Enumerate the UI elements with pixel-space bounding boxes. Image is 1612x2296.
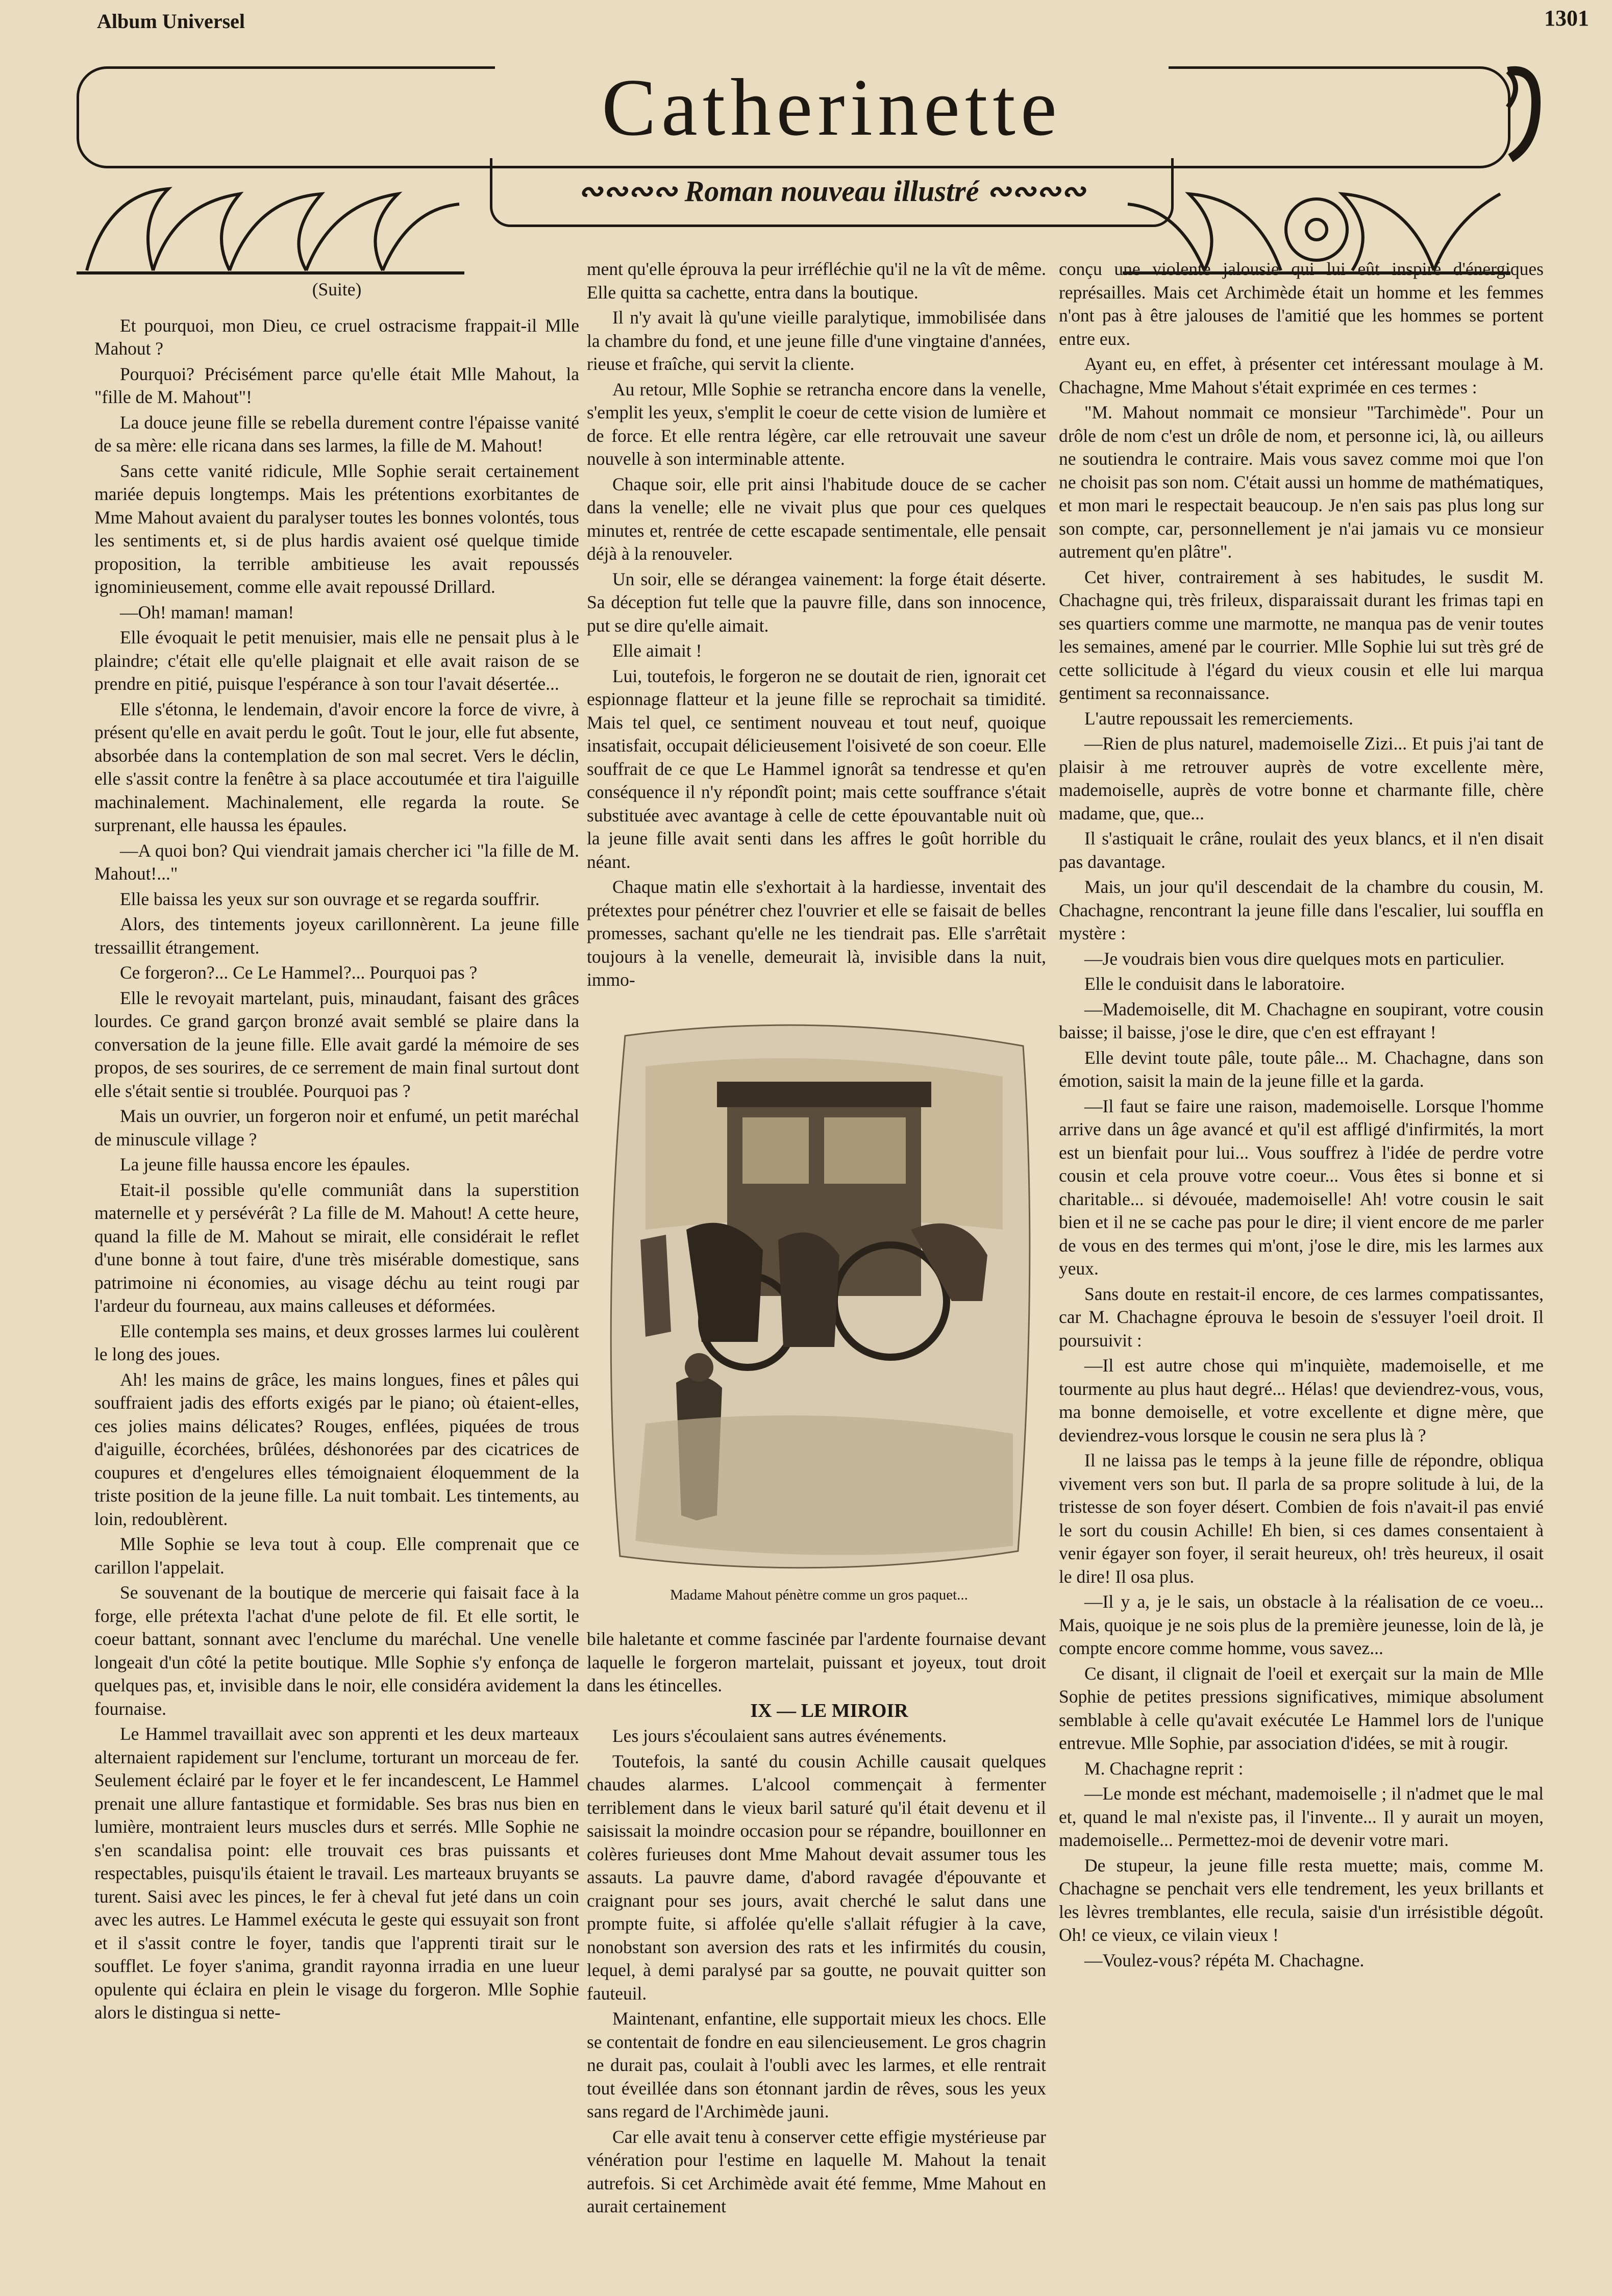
paragraph: Un soir, elle se dérangea vainement: la forge était déserte. Sa déception fut telle que la pauvre fille, dans son innocence, put se dire qu'elle aimait. <box>587 568 1046 636</box>
paragraph: Au retour, Mlle Sophie se retrancha encore dans la venelle, s'emplit les yeux, s'emplit le coeur de cette vision de lumière et de force. Et elle rentra légère, car elle retrouvait une saveur nouvelle à son interminable attente. <box>587 379 1046 469</box>
page-header <box>97 5 1589 36</box>
stagecoach-illustration <box>594 1015 1044 1582</box>
paragraph: Ce forgeron?... Ce Le Hammel?... Pourquoi pas ? <box>120 962 478 983</box>
paragraph: —Voulez-vous? répéta M. Chachagne. <box>1084 1950 1365 1970</box>
paragraph: —Le monde est méchant, mademoiselle ; il n'admet que le mal et, quand le mal n'existe pas, il l'invente... Il y aurait un moyen, mademoiselle... Permettez-moi de devenir votre mari. <box>1059 1783 1544 1850</box>
floral-ornament-icon <box>77 173 464 276</box>
illustration <box>594 1015 1044 1623</box>
paragraph: M. Chachagne reprit : <box>1084 1758 1244 1779</box>
serial-subtitle <box>500 158 1163 224</box>
paragraph: Se souvenant de la boutique de mercerie qui faisait face à la forge, elle prétexta l'achat d'une pelote de fil. Et elle sortit, le coeur battant, sonnant avec l'enclume du maréchal. Une venelle longeait d'un côté la petite boutique. Mlle Sophie s'y enfonça de quelques pas, et, invisible dans le noir, elle considéra avidement la fournaise. <box>94 1582 579 1719</box>
paragraph: Mais, un jour qu'il descendait de la chambre du cousin, M. Chachagne, rencontrant la jeune fille dans l'escalier, lui souffla en mystère : <box>1059 877 1544 943</box>
paragraph: —Il faut se faire une raison, mademoiselle. Lorsque l'homme arrive dans un âge avancé et qu'il est affligé d'infirmités, la mort est un bienfait pour lui... Vous souffrez à l'idée de perdre votre cousin et cela prouve votre coeur... Vous êtes si bonne et si charitable... si dévouée, mademoiselle! Ah! votre cousin le sait bien et il ne se cache pas pour le dire; il vient encore de me parler de vous en des termes qui m'ont, j'ose le dire, mis les larmes aux yeux. <box>1059 1095 1544 1279</box>
paragraph: De stupeur, la jeune fille resta muette; mais, comme M. Chachagne se penchait vers elle tendrement, les yeux brillants et les lèvres tremblantes, elle recula, saisie d'un irrésistible dégoût. Oh! ce vieux, ce vilain vieux ! <box>1059 1855 1544 1945</box>
paragraph: Elle évoquait le petit menuisier, mais elle ne pensait plus à le plaindre; c'était elle qu'elle plaignait et elle avait raison de se prendre en pitié, puisque l'espérance à son tour l'avait désertée... <box>94 627 579 694</box>
subtitle-swirl-icon: ∾∾∾∾ <box>979 174 1086 208</box>
paragraph: ment qu'elle éprouva la peur irréfléchie qu'il ne la vît de même. Elle quitta sa cachette, entra dans la boutique. <box>587 259 1046 303</box>
paragraph: Elle aimait ! <box>612 640 702 661</box>
section-heading: IX — LE MIROIR <box>750 1700 908 1721</box>
page-number: 1301 <box>1544 6 1589 31</box>
column-3 <box>1059 258 1544 1974</box>
column-1 <box>94 278 579 2027</box>
paragraph: Elle devint toute pâle, toute pâle... M. Chachagne, dans son émotion, saisit la main de la jeune fille et la garda. <box>1059 1047 1544 1091</box>
paragraph: Il n'y avait là qu'une vieille paralytique, immobilisée dans la chambre du fond, et une jeune fille d'une vingtaine d'années, rieuse et fraîche, qui servit la cliente. <box>587 307 1046 374</box>
paragraph: "M. Mahout nommait ce monsieur "Tarchimède". Pour un drôle de nom c'est un drôle de nom, et personne ici, là, ou ailleurs ne soutiendra le contraire. Mais vous savez comme moi que l'on ne choisit pas son nom. C'était aussi un homme de mathématiques, et mon mari le respectait beaucoup. Je n'en sais pas plus long sur son compte, car, personnellement je n'ai jamais vu ce monsieur autrement qu'en plâtre". <box>1059 402 1544 562</box>
subtitle-swirl-icon: ∾∾∾∾ <box>578 174 685 208</box>
paragraph: Sans doute en restait-il encore, de ces larmes compatissantes, car M. Chachagne éprouva le besoin de s'essuyer l'oeil droit. Il poursuivit : <box>1059 1283 1544 1351</box>
paragraph: La jeune fille haussa encore les épaules. <box>120 1154 410 1175</box>
continuation-label: (Suite) <box>312 279 362 300</box>
paragraph: Pourquoi? Précisément parce qu'elle était Mlle Mahout, la "fille de M. Mahout"! <box>94 363 579 407</box>
paragraph: Car elle avait tenu à conserver cette effigie mystérieuse par vénération pour l'estime en laquelle M. Mahout la tenait autrefois. Si cet Archimède avait été femme, Mme Mahout en aurait certainement <box>587 2126 1046 2216</box>
masthead <box>77 56 1546 260</box>
paragraph: —Il est autre chose qui m'inquiète, mademoiselle, et me tourmente au plus haut degré... Hélas! que deviendrez-vous, vous, ma bonne demoiselle, et votre excellente et digne mère, que deviendrez-vous lorsque le cousin ne sera plus là ? <box>1059 1355 1544 1445</box>
column-2-lower <box>587 1628 1046 2220</box>
subtitle-text: Roman nouveau illustré <box>684 174 979 208</box>
paragraph: —Oh! maman! maman! <box>120 602 294 622</box>
paragraph: Ah! les mains de grâce, les mains longues, fines et pâles qui souffraient jadis des efforts exigés par le piano; où étaient-elles, ces jolies mains délicates? Rouges, enflées, piquées de trous d'aiguille, écorchées, brûlées, déshonorées par des cicatrices de coupures et d'engelures elles témoignaient éloquemment de la triste position de la jeune fille. La nuit tombait. Les tintements, au loin, redoublèrent. <box>94 1369 579 1529</box>
paragraph: —Rien de plus naturel, mademoiselle Zizi... Et puis j'ai tant de plaisir à me retrouver auprès de votre excellente mère, mademoiselle, auprès de votre bonne et charmante fille, chère madame, que, que... <box>1059 733 1544 823</box>
running-title: Album Universel <box>97 10 245 33</box>
figure-caption: Madame Mahout pénètre comme un gros paquet... <box>670 1587 968 1603</box>
paragraph: —Mademoiselle, dit M. Chachagne en soupirant, votre cousin baisse; il baisse, j'ose le dire, que c'en est effrayant ! <box>1059 999 1544 1042</box>
paragraph: Etait-il possible qu'elle communiât dans la superstition maternelle et y persévérât ? La fille de M. Mahout! A cette heure, quand la fille de M. Mahout se mirait, elle considérait le reflet d'une bonne à tout faire, d'une très misérable domestique, sans patrimoine ni économies, au visage déchu au teint rougi par l'ardeur du fourneau, aux mains calleuses et déformées. <box>94 1179 579 1316</box>
paragraph: La douce jeune fille se rebella durement contre l'épaisse vanité de sa mère: elle ricana dans ses larmes, la fille de M. Mahout! <box>94 412 579 456</box>
paragraph: Ayant eu, en effet, à présenter cet intéressant moulage à M. Chachagne, Mme Mahout s'était exprimée en ces termes : <box>1059 354 1544 397</box>
paragraph: conçu une violente jalousie qui lui eût inspiré d'énergiques représailles. Mais cet Archimède était un homme et les femmes n'ont pas à être jalouses de l'amitié que les hommes se portent entre eux. <box>1059 259 1544 349</box>
paragraph: Lui, toutefois, le forgeron ne se doutait de rien, ignorait cet espionnage flatteur et la jeune fille se reprochait sa timidité. Mais tel quel, ce sentiment nouveau et tout neuf, quoique insatisfait, occupait délicieusement l'oisiveté de son coeur. Elle souffrait de ce que Le Hammel ignorât sa tendresse et qu'en conséquence il n'y répondît point; mais cette souffrance s'était substituée avec avantage à celle de cette épouvantable nuit où la jeune fille avait senti dans les affres le goût horrible du néant. <box>587 665 1046 872</box>
paragraph: —Il y a, je le sais, un obstacle à la réalisation de ce voeu... Mais, quoique je ne sois plus de la première jeunesse, loin de là, je compte encore comme homme, vous savez... <box>1059 1591 1544 1658</box>
paragraph: Toutefois, la santé du cousin Achille causait quelques chaudes alarmes. L'alcool commençait à fermenter terriblement dans le vieux baril saturé qu'il était devenu et il saisissait la moindre occasion pour se répandre, bouillonner en colères furieuses dont Mme Mahout devait assumer tous les assauts. La pauvre dame, d'abord ravagée d'épouvante et craignant pour ses jours, avait cherché le salut dans une prompte fuite, si affolée qu'elle s'allait réfugier à la cave, nonobstant son aversion des rats et les infirmités du cousin, lequel, à demi paralysé par sa goutte, ne pouvait quitter son fauteuil. <box>587 1751 1046 2004</box>
paragraph: Elle s'étonna, le lendemain, d'avoir encore la force de vivre, à présent qu'elle en avait perdu le goût. Tout le jour, elle fut absente, absorbée dans la contemplation de son mal secret. Vers le déclin, elle s'assit contre la fenêtre à sa place accoutumée et tira l'aiguille machinalement. Machinalement, elle regarda la route. Se surprenant, elle haussa les épaules. <box>94 698 579 835</box>
ornament-icon <box>1500 56 1546 173</box>
paragraph: Il ne laissa pas le temps à la jeune fille de répondre, obliqua vivement vers son but. Il parla de sa propre solitude à lui, de la tristesse de son foyer désert. Combien de fois n'avait-il pas envié le sort du cousin Achille! Eh bien, si ces dames consentaient à venir égayer son foyer, il serait heureux, oh! très heureux, il osait le dire! Il osa plus. <box>1059 1450 1544 1587</box>
paragraph: Chaque soir, elle prit ainsi l'habitude douce de se cacher dans la venelle; elle ne vivait plus que pour ces quelques minutes et, rentrée de cette escapade sentimentale, elle pensait déjà à la renouveler. <box>587 473 1046 564</box>
paragraph: —Je voudrais bien vous dire quelques mots en particulier. <box>1084 948 1505 969</box>
paragraph: bile haletante et comme fascinée par l'ardente fournaise devant laquelle le forgeron martelait, puissant et joyeux, tout droit dans les étincelles. <box>587 1629 1046 1695</box>
paragraph: —A quoi bon? Qui viendrait jamais chercher ici "la fille de M. Mahout!..." <box>94 840 579 884</box>
column-2-upper <box>587 258 1046 994</box>
paragraph: Chaque matin elle s'exhortait à la hardiesse, inventait des prétextes pour pénétrer chez l'ouvrier et elle se faisait de belles promesses, sachant qu'elle ne les tiendrait pas. Elle s'arrêtait toujours à la venelle, demeurait là, invisible dans la nuit, immo- <box>587 877 1046 990</box>
paragraph: Sans cette vanité ridicule, Mlle Sophie serait certainement mariée depuis longtemps. Mais les prétentions exorbitantes de Mme Mahout avaient du paralyser toutes les bonnes volontés, tous les sentiments et, si de plus hardis avaient osé quelque timide proposition, la terrible ambitieuse les avait repoussés ignominieusement, comme elle avait repoussé Drillard. <box>94 460 579 597</box>
paragraph: Mais un ouvrier, un forgeron noir et enfumé, un petit maréchal de minuscule village ? <box>94 1106 579 1150</box>
paragraph: Le Hammel travaillait avec son apprenti et les deux marteaux alternaient rapidement sur l'enclume, torturant un morceau de fer. Seulement éclairé par le foyer et le fer incandescent, Le Hammel prenait une allure fantastique et formidable. Ses bras nus bien en lumière, montraient leurs muscles durs et serrés. Mlle Sophie ne s'en scandalisa point: elle trouvait ces bras puissants et respectables, puisqu'ils étaient le travail. Les marteaux bruyants se turent. Saisi avec les pinces, le fer à cheval fut jeté dans un coin avec les autres. Le Hammel exécuta le geste qui essuyait son front et il s'assit contre le foyer, tandis que l'apprenti tirait sur le soufflet. Le foyer s'anima, grandit rayonna irradia en une lueur opulente qui éclaira en plein le visage du forgeron. Mlle Sophie alors le distingua si nette- <box>94 1724 579 2023</box>
paragraph: Et pourquoi, mon Dieu, ce cruel ostracisme frappait-il Mlle Mahout ? <box>94 315 579 359</box>
serial-title: Catherinette <box>495 56 1169 158</box>
paragraph: Cet hiver, contrairement à ses habitudes, le susdit M. Chachagne qui, très frileux, disparaissait durant les frimas tapi en ses quartiers comme une marmotte, ne manqua pas de venir toutes les semaines, amené par le courrier. Mlle Sophie lui sut très gré de cette sollicitude à l'égard du vieux cousin et elle lui marqua gentiment sa reconnaissance. <box>1059 566 1544 703</box>
paragraph: Alors, des tintements joyeux carillonnèrent. La jeune fille tressaillit étrangement. <box>94 914 579 958</box>
paragraph: Ce disant, il clignait de l'oeil et exerçait sur la main de Mlle Sophie de petites pressions significatives, mimique absolument semblable à celle qu'avait exécutée Le Hammel lors de l'unique entrevue. Mlle Sophie, par association d'idées, se mit à rougir. <box>1059 1663 1544 1753</box>
paragraph: Elle baissa les yeux sur son ouvrage et se regarda souffrir. <box>120 888 540 909</box>
paragraph: Il s'astiquait le crâne, roulait des yeux blancs, et il n'en disait pas davantage. <box>1059 828 1544 872</box>
paragraph: Maintenant, enfantine, elle supportait mieux les chocs. Elle se contentait de fondre en eau silencieusement. Le gros chagrin ne durait pas, coulait à l'oubli avec les larmes, et elle rentrait tout éveillée dans son étonnant jardin de rêves, sous les yeux sans regard de l'Archimède jauni. <box>587 2008 1046 2122</box>
paragraph: Elle le revoyait martelant, puis, minaudant, faisant des grâces lourdes. Ce grand garçon bronzé avait semblé se plaire dans la conversation de la jeune fille. Elle avait gardé la mémoire de ses propos, de ses sourires, de ce serrement de main final surtout dont elle s'était sentie si troublée. Pourquoi pas ? <box>94 987 579 1101</box>
paragraph: Mlle Sophie se leva tout à coup. Elle comprenait que ce carillon l'appelait. <box>94 1534 579 1578</box>
paragraph: L'autre repoussait les remerciements. <box>1084 708 1353 729</box>
paragraph: Les jours s'écoulaient sans autres événements. <box>612 1726 947 1746</box>
paragraph: Elle contempla ses mains, et deux grosses larmes lui coulèrent le long des joues. <box>94 1320 579 1364</box>
paragraph: Elle le conduisit dans le laboratoire. <box>1084 974 1345 994</box>
